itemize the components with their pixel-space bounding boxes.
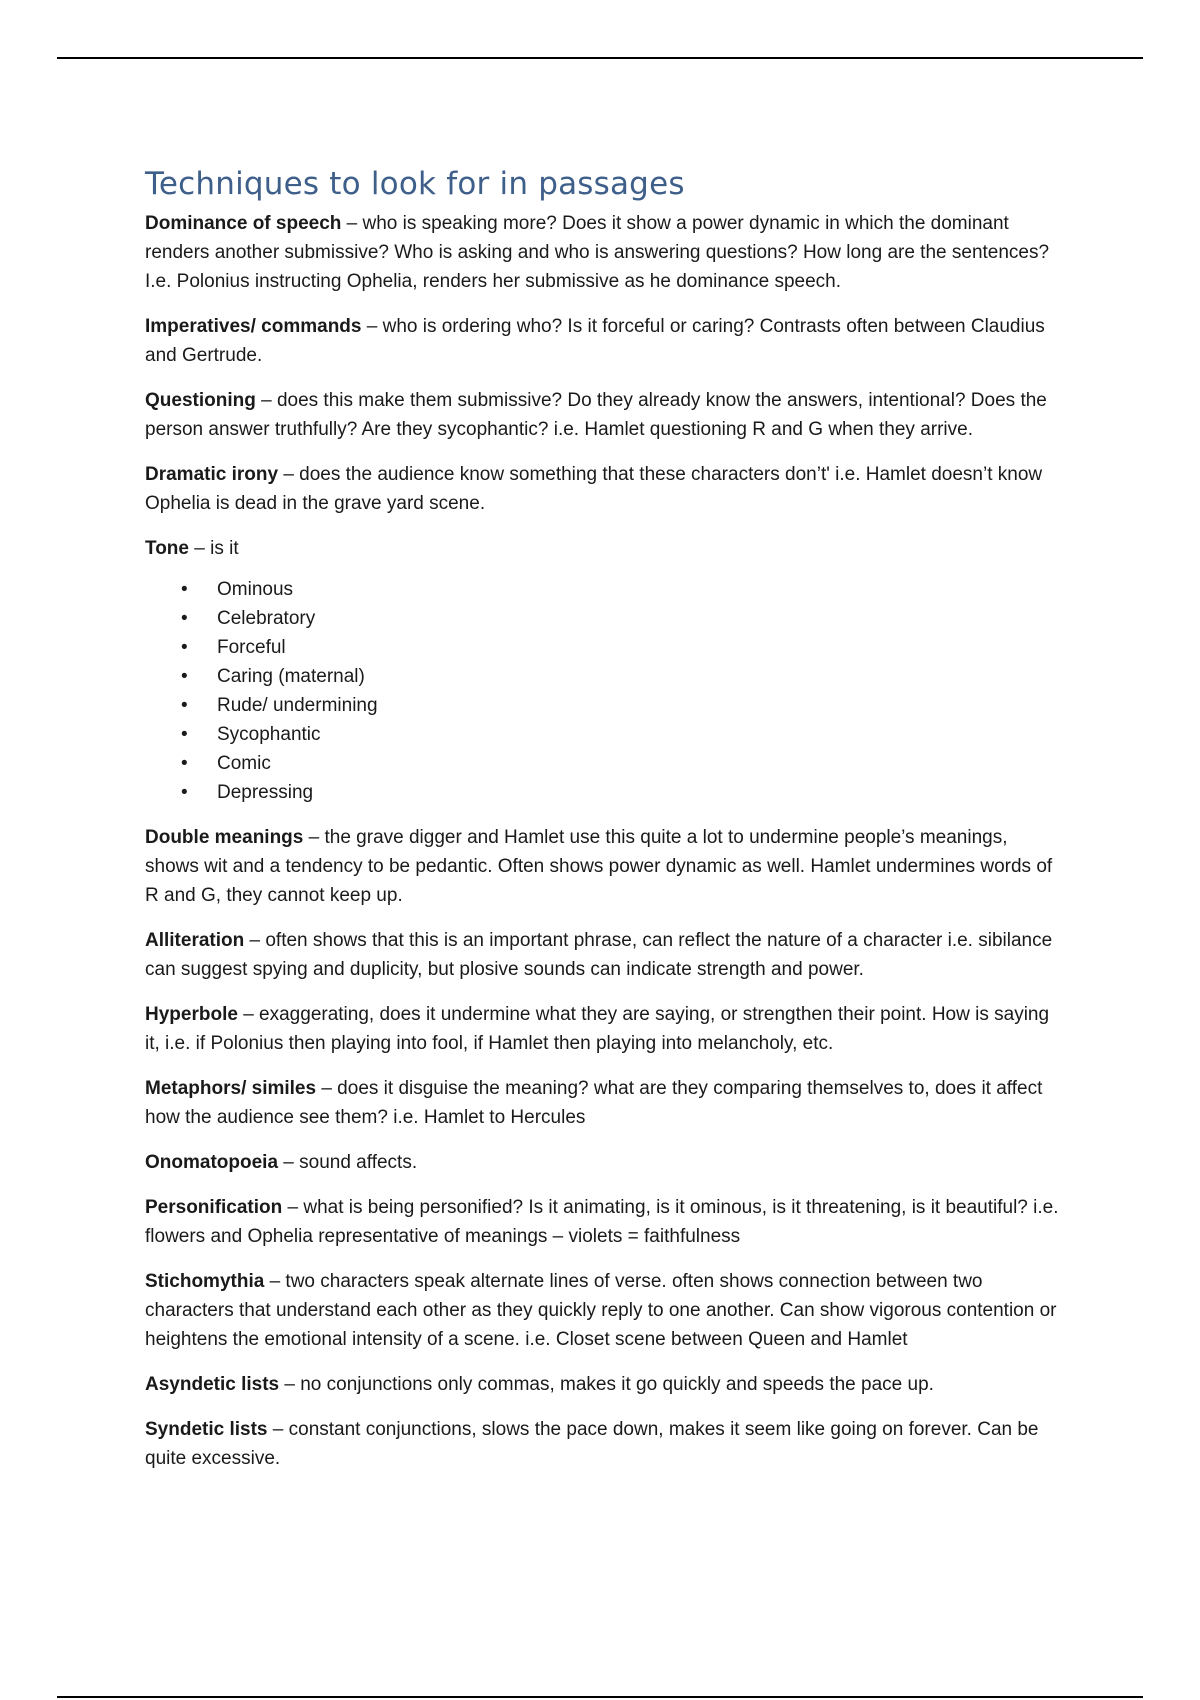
footer-rule: [57, 1696, 1143, 1698]
definition: – does this make them submissive? Do they already know the answers, intentional? Does the person answer truthfully? Are they sycophantic? i.e. Hamlet questioning R and G when they arrive.: [145, 390, 1047, 441]
bullet-icon: •: [181, 666, 188, 688]
term: Asyndetic lists: [145, 1374, 280, 1396]
term: Alliteration: [145, 930, 245, 952]
definition: – sound affects.: [278, 1152, 418, 1174]
list-item-label: Celebratory: [217, 608, 316, 630]
term: Questioning: [145, 390, 256, 412]
document-body: [145, 166, 1060, 1489]
term: Tone: [145, 538, 189, 560]
paragraph-asyndetic-lists: [145, 1370, 1060, 1399]
term: Personification: [145, 1197, 283, 1219]
definition: – who is ordering who? Is it forceful or caring? Contrasts often between Claudius and Gertrude.: [145, 316, 1045, 367]
definition: – often shows that this is an important phrase, can reflect the nature of a character i.e. sibilance can suggest spying and duplicity, but plosive sounds can indicate strength and power.: [145, 930, 1053, 981]
term: Hyperbole: [145, 1004, 238, 1026]
definition: – does the audience know something that these characters don’t' i.e. Hamlet doesn’t know Ophelia is dead in the grave yard scene.: [145, 464, 1043, 515]
paragraph-imperatives: [145, 312, 1060, 370]
tone-list: [145, 575, 1060, 807]
list-item: [181, 778, 1060, 807]
term: Dominance of speech: [145, 213, 342, 235]
list-item: [181, 720, 1060, 749]
definition: – no conjunctions only commas, makes it go quickly and speeds the pace up.: [279, 1374, 934, 1396]
term: Dramatic irony: [145, 464, 279, 486]
term: Double meanings: [145, 827, 304, 849]
paragraph-alliteration: [145, 926, 1060, 984]
definition: – the grave digger and Hamlet use this quite a lot to undermine people’s meanings, shows wit and a tendency to be pedantic. Often shows power dynamic as well. Hamlet undermines words of R and G, they cannot keep up.: [145, 827, 1053, 907]
paragraph-metaphors-similes: [145, 1074, 1060, 1132]
bullet-icon: •: [181, 753, 188, 775]
bullet-icon: •: [181, 579, 188, 601]
bullet-icon: •: [181, 695, 188, 717]
header-rule: [57, 57, 1143, 59]
list-item: [181, 749, 1060, 778]
definition: – two characters speak alternate lines of verse. often shows connection between two characters that understand each other as they quickly reply to one another. Can show vigorous contention or heightens the emotional intensity of a scene. i.e. Closet scene between Queen and Hamlet: [145, 1271, 1057, 1351]
paragraph-double-meanings: [145, 823, 1060, 910]
term: Metaphors/ similes: [145, 1078, 317, 1100]
list-item-label: Depressing: [217, 782, 314, 804]
definition: – exaggerating, does it undermine what they are saying, or strengthen their point. How is saying it, i.e. if Polonius then playing into fool, if Hamlet then playing into melancholy, etc.: [145, 1004, 1050, 1055]
list-item: [181, 575, 1060, 604]
paragraph-stichomythia: [145, 1267, 1060, 1354]
list-item-label: Comic: [217, 753, 271, 775]
bullet-icon: •: [181, 637, 188, 659]
paragraph-personification: [145, 1193, 1060, 1251]
list-item: [181, 691, 1060, 720]
paragraph-questioning: [145, 386, 1060, 444]
list-item: [181, 633, 1060, 662]
definition: – constant conjunctions, slows the pace down, makes it seem like going on forever. Can be quite excessive.: [145, 1419, 1039, 1470]
paragraph-dominance-of-speech: [145, 209, 1060, 296]
paragraph-hyperbole: [145, 1000, 1060, 1058]
list-item-label: Forceful: [217, 637, 286, 659]
term: Stichomythia: [145, 1271, 265, 1293]
bullet-icon: •: [181, 608, 188, 630]
list-item-label: Ominous: [217, 579, 294, 601]
page-title: Techniques to look for in passages: [145, 166, 685, 202]
definition: – what is being personified? Is it animating, is it ominous, is it threatening, is it beautiful? i.e. flowers and Ophelia representative of meanings – violets = faithfulness: [145, 1197, 1059, 1248]
list-item: [181, 662, 1060, 691]
term: Onomatopoeia: [145, 1152, 279, 1174]
bullet-icon: •: [181, 782, 188, 804]
paragraph-dramatic-irony: [145, 460, 1060, 518]
bullet-icon: •: [181, 724, 188, 746]
paragraph-syndetic-lists: [145, 1415, 1060, 1473]
definition: – is it: [188, 538, 239, 560]
term: Imperatives/ commands: [145, 316, 362, 338]
list-item: [181, 604, 1060, 633]
paragraph-onomatopoeia: [145, 1148, 1060, 1177]
term: Syndetic lists: [145, 1419, 268, 1441]
definition: – who is speaking more? Does it show a power dynamic in which the dominant renders another submissive? Who is asking and who is answering questions? How long are the sentences? I.e. Polonius instructing Ophelia, renders her submissive as he dominance speech.: [145, 213, 1050, 293]
definition: – does it disguise the meaning? what are they comparing themselves to, does it affect how the audience see them? i.e. Hamlet to Hercules: [145, 1078, 1043, 1129]
paragraph-tone: [145, 534, 1060, 563]
list-item-label: Caring (maternal): [217, 666, 365, 688]
list-item-label: Sycophantic: [217, 724, 321, 746]
list-item-label: Rude/ undermining: [217, 695, 378, 717]
